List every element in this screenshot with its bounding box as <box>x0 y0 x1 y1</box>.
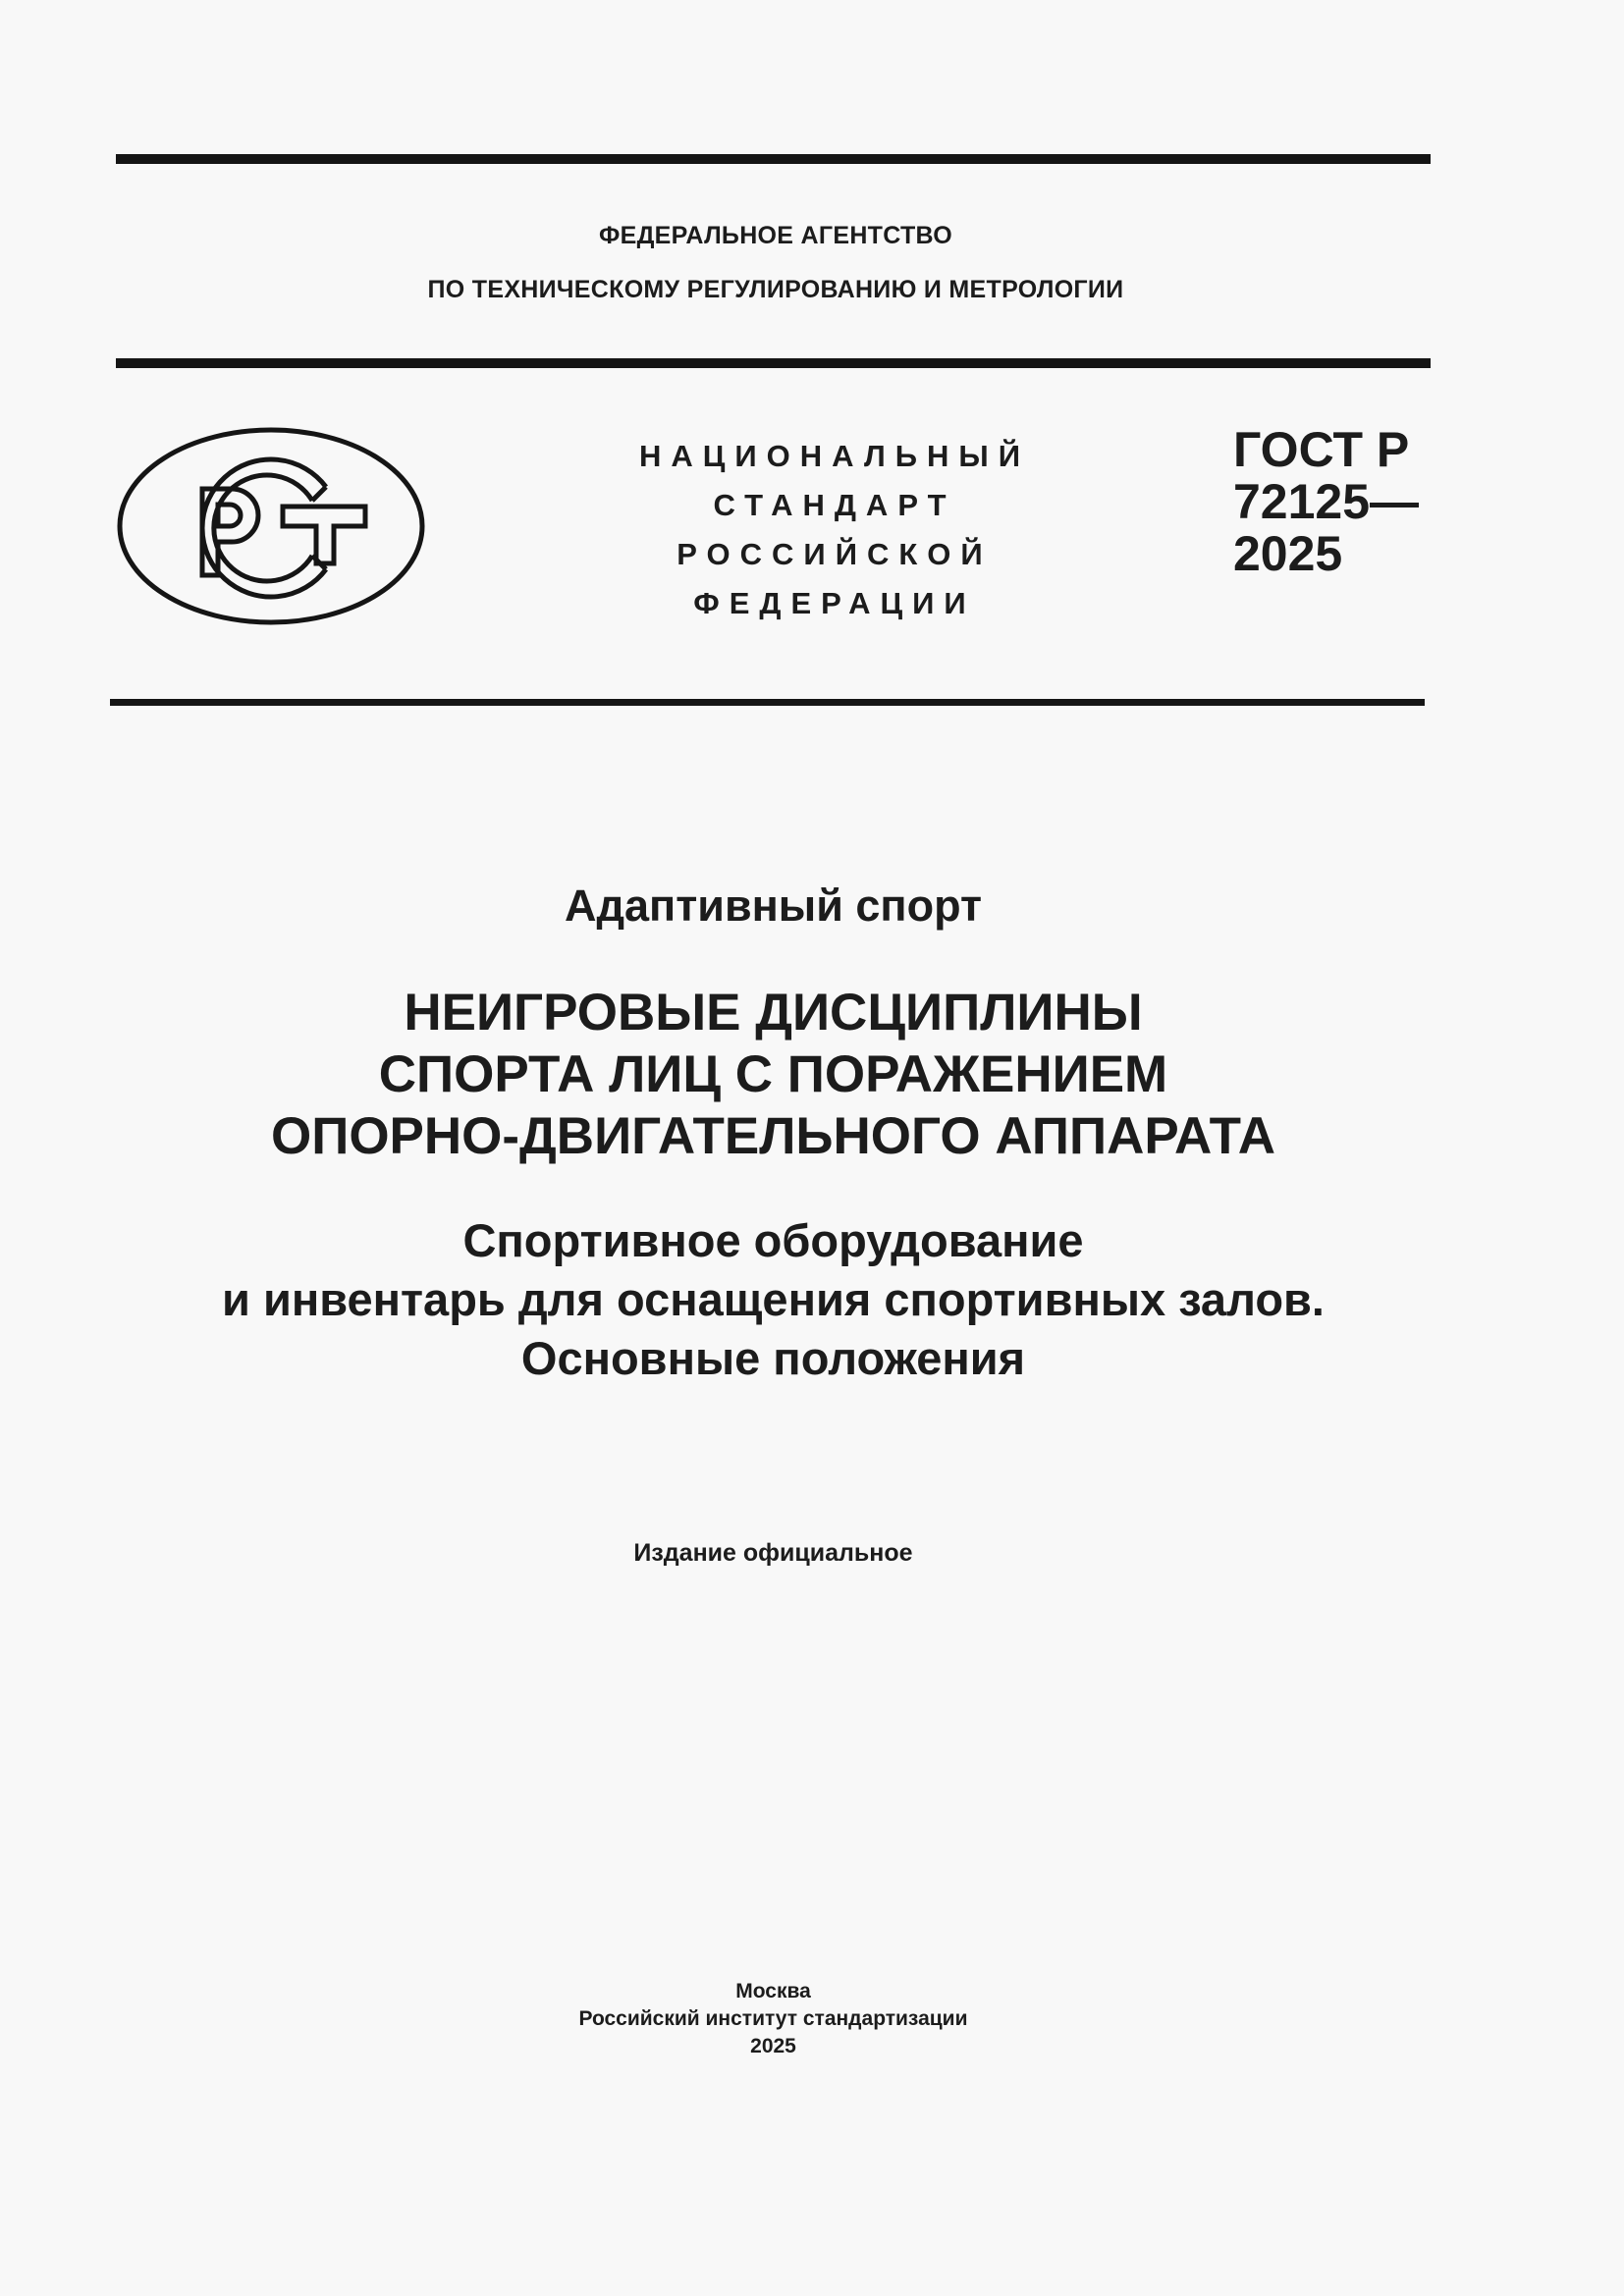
national-standard-line2: СТАНДАРТ <box>713 488 956 522</box>
imprint-publisher: Российский институт стандартизации <box>578 2007 968 2030</box>
subtitle-line2: и инвентарь для оснащения спортивных залов. <box>222 1273 1325 1325</box>
imprint-city: Москва <box>735 1980 811 2002</box>
standard-designation <box>1233 424 1419 580</box>
main-title <box>0 982 1546 1167</box>
top-rule <box>116 154 1431 164</box>
designation-line2: 72125— <box>1233 474 1420 529</box>
designation-line3: 2025 <box>1233 526 1343 581</box>
subtitle <box>0 1211 1546 1388</box>
national-standard-line3: РОССИЙСКОЙ <box>677 537 993 571</box>
middle-rule <box>116 358 1431 368</box>
edition-label: Издание официальное <box>633 1539 913 1567</box>
imprint-year: 2025 <box>750 2035 796 2057</box>
designation-line1: ГОСТ Р <box>1233 422 1410 477</box>
rst-certification-mark-icon <box>116 426 426 626</box>
publisher-imprint <box>0 1978 1546 2060</box>
subtitle-line3: Основные положения <box>520 1332 1026 1384</box>
national-standard-line4: ФЕДЕРАЦИИ <box>693 586 976 620</box>
national-standard-label <box>589 432 1080 628</box>
subtitle-line1: Спортивное оборудование <box>462 1214 1084 1266</box>
agency-name-line2: ПО ТЕХНИЧЕСКОМУ РЕГУЛИРОВАНИЮ И МЕТРОЛОГИИ <box>427 276 1124 303</box>
agency-name-line1: ФЕДЕРАЛЬНОЕ АГЕНТСТВО <box>598 222 953 249</box>
series-title: Адаптивный спорт <box>564 881 983 931</box>
main-title-line1: НЕИГРОВЫЕ ДИСЦИПЛИНЫ <box>404 984 1143 1041</box>
bottom-rule <box>110 699 1425 706</box>
main-title-line3: ОПОРНО-ДВИГАТЕЛЬНОГО АППАРАТА <box>271 1107 1275 1165</box>
national-standard-line1: НАЦИОНАЛЬНЫЙ <box>638 439 1031 473</box>
main-title-line2: СПОРТА ЛИЦ С ПОРАЖЕНИЕМ <box>378 1045 1168 1103</box>
